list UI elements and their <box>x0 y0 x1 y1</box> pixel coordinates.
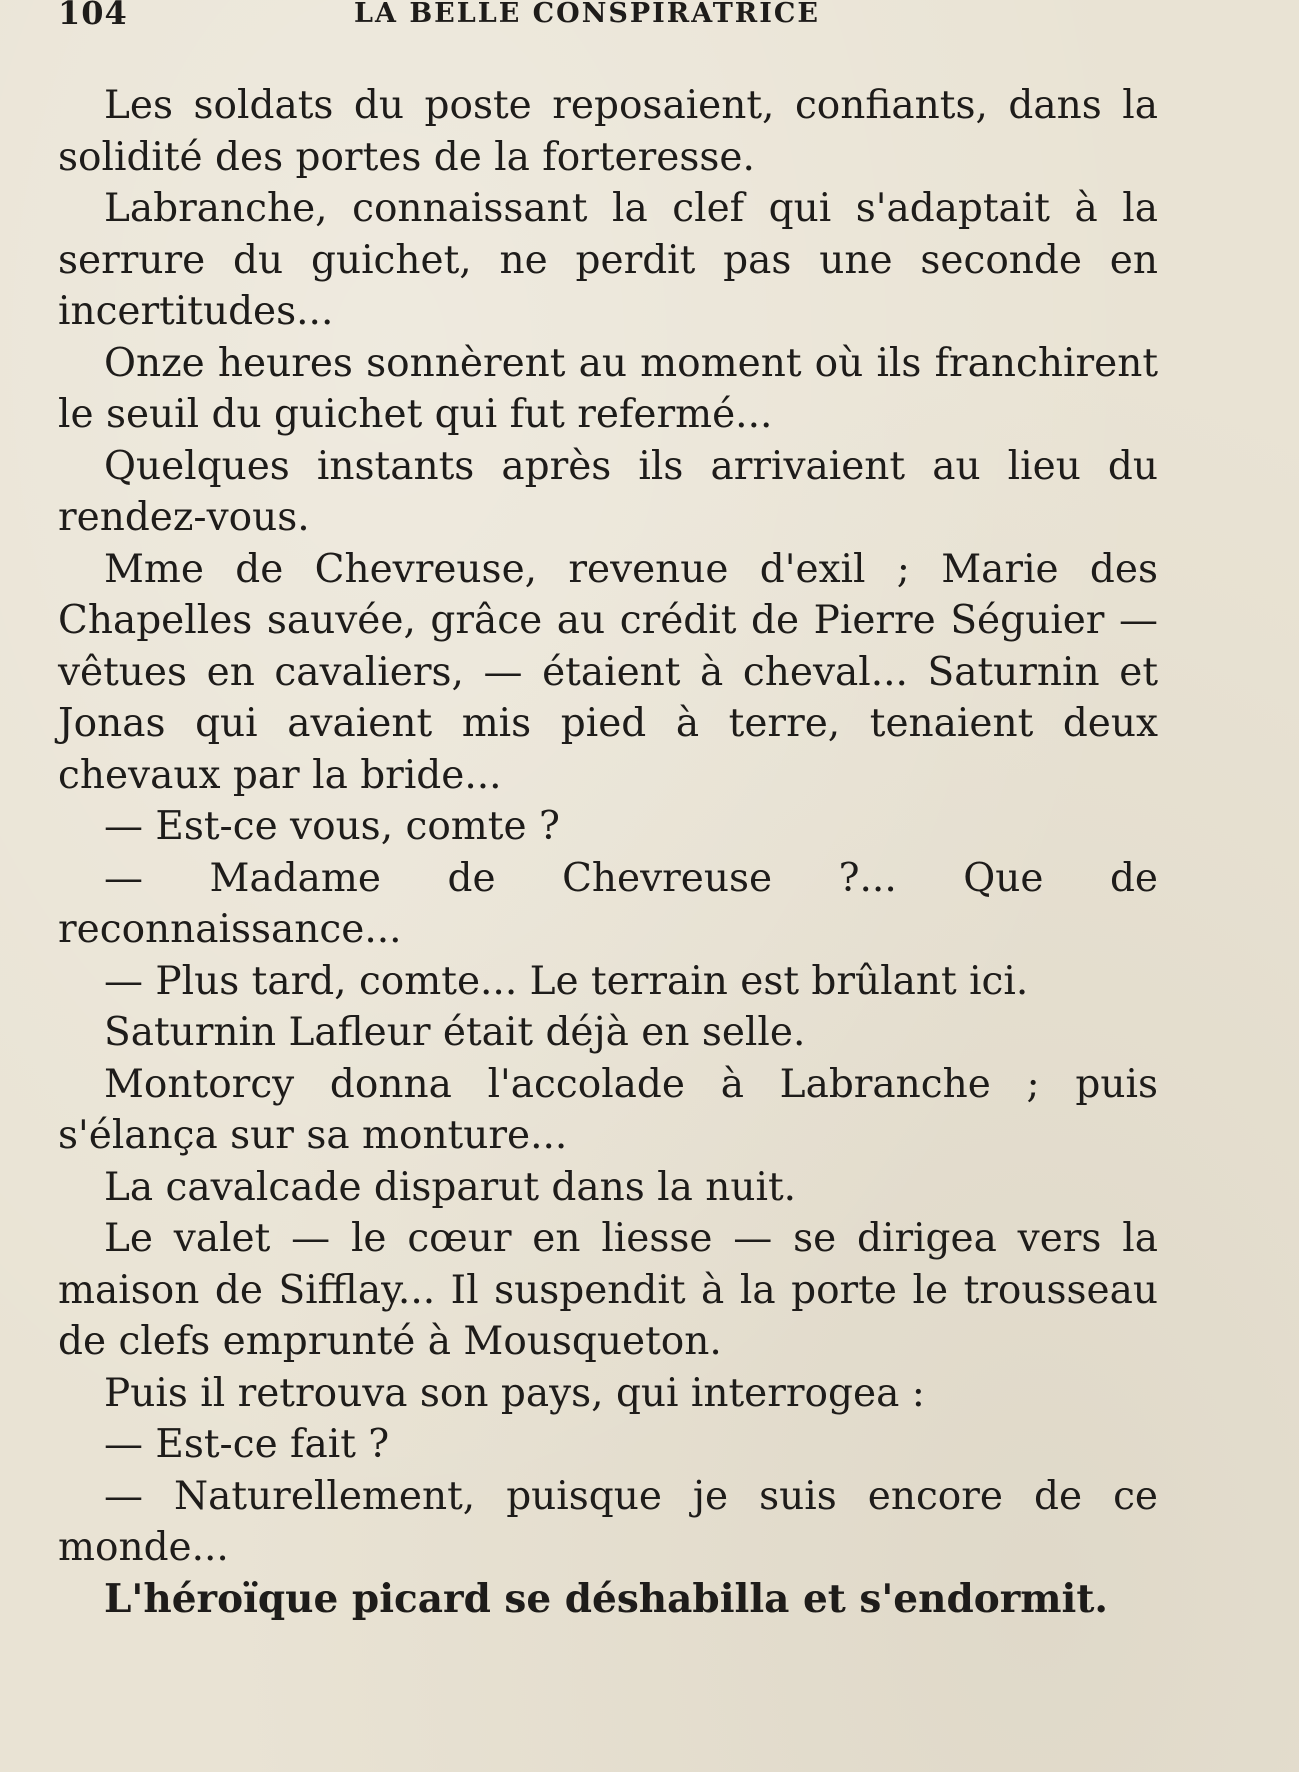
paragraph: Labranche, connaissant la clef qui s'adaptait à la serrure du guichet, ne perdit pas une seconde en incertitudes... <box>58 186 1158 334</box>
dialogue-line: — Madame de Chevreuse ?... Que de reconnaissance... <box>58 855 1158 952</box>
paragraph: Les soldats du poste reposaient, confiants, dans la solidité des portes de la forteresse. <box>58 83 1158 180</box>
paragraph: Saturnin Lafleur était déjà en selle. <box>104 1010 806 1055</box>
dialogue-line: — Naturellement, puisque je suis encore de ce monde... <box>58 1473 1158 1570</box>
paragraph: Puis il retrouva son pays, qui interrogea : <box>104 1370 925 1416</box>
paragraph: Montorcy donna l'accolade à Labranche ; puis s'élança sur sa monture... <box>58 1061 1158 1158</box>
dialogue-line: — Est-ce vous, comte ? <box>104 804 560 849</box>
book-title: LA BELLE CONSPIRATRICE <box>354 0 820 29</box>
dialogue-line: — Est-ce fait ? <box>104 1422 390 1467</box>
running-head <box>58 0 1158 34</box>
page-number: 104 <box>58 0 128 32</box>
paragraph: L'héroïque picard se déshabilla et s'endormit. <box>104 1575 1108 1622</box>
paragraph: La cavalcade disparut dans la nuit. <box>104 1164 797 1210</box>
paragraph: Mme de Chevreuse, revenue d'exil ; Marie des Chapelles sauvée, grâce au crédit de Pierre Séguier — vêtues en cavaliers, — étaient à cheval... Saturnin et Jonas qui avaient mis pied à terre, tenaient deux chevaux par la bride... <box>58 546 1158 798</box>
paragraph: Onze heures sonnèrent au moment où ils franchirent le seuil du guichet qui fut refermé... <box>58 340 1158 437</box>
text-block <box>58 80 1158 1625</box>
paragraph: Le valet — le cœur en liesse — se dirigea vers la maison de Sifflay... Il suspendit à la porte le trousseau de clefs emprunté à Mousqueton. <box>58 1216 1158 1364</box>
dialogue-line: — Plus tard, comte... Le terrain est brûlant ici. <box>104 958 1029 1004</box>
paragraph: Quelques instants après ils arrivaient au lieu du rendez-vous. <box>58 443 1158 540</box>
